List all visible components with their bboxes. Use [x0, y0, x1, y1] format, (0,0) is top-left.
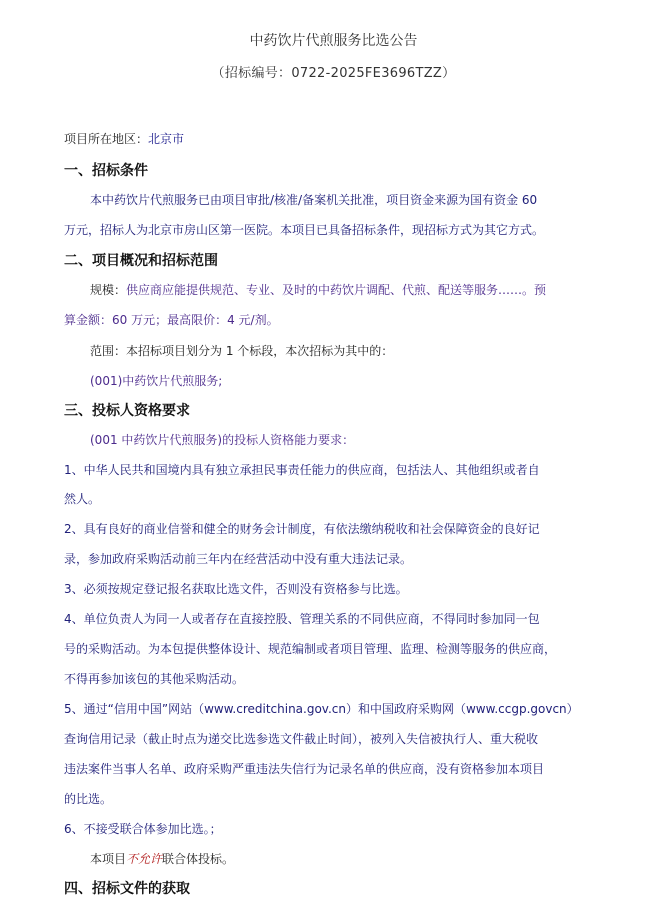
- doc-title: 中药饮片代煎服务比选公告: [249, 33, 418, 49]
- region-label: 项目所在地区：: [64, 132, 149, 146]
- req-5-line-3: 违法案件当事人名单、政府采购严重违法失信行为记录名单的供应商，没有资格参加本项目: [64, 762, 545, 776]
- consortium-emphasis: 不允许: [126, 852, 163, 866]
- region-value: 北京市: [148, 132, 185, 146]
- consortium-pre: 本项目: [90, 852, 127, 866]
- req-2-line-1: 2、具有良好的商业信誉和健全的财务会计制度，有依法缴纳税收和社会保障资金的良好记: [64, 522, 540, 536]
- req-2-line-2: 录，参加政府采购活动前三年内在经营活动中没有重大违法记录。: [64, 552, 413, 566]
- scale-line-2: 算金额：60 万元；最高限价：4 元/剂。: [64, 313, 279, 327]
- req-5-line-2: 查询信用记录（截止时点为递交比选参选文件截止时间），被列入失信被执行人、重大税收: [64, 732, 539, 746]
- req-3: 3、必须按规定登记报名获取比选文件，否则没有资格参与比选。: [64, 582, 408, 596]
- req-6: 6、不接受联合体参加比选。；: [64, 822, 222, 836]
- scale-line-1: [90, 281, 546, 298]
- req-5-line-4: 的比选。: [64, 792, 113, 806]
- s1-paragraph-line-1: 本中药饮片代煎服务已由项目审批/核准/备案机关批准，项目资金来源为国有资金 60: [90, 193, 538, 207]
- scale-label: 规模：: [90, 283, 127, 297]
- req-4-line-2: 号的采购活动。为本包提供整体设计、规范编制或者项目管理、监理、检测等服务的供应商，: [64, 642, 557, 656]
- consortium-post: 联合体投标。: [162, 852, 235, 866]
- req-4-line-3: 不得再参加该包的其他采购活动。: [64, 672, 245, 686]
- section-4-heading: 四、招标文件的获取: [64, 881, 190, 897]
- scale-text: 供应商应能提供规范、专业、及时的中药饮片调配、代煎、配送等服务……。预: [126, 283, 547, 297]
- consortium-line: [90, 850, 234, 867]
- section-2-heading: 二、项目概况和招标范围: [64, 253, 218, 269]
- req-5-line-1: 5、通过“信用中国”网站（www.creditchina.gov.cn）和中国政府采购网（www.ccgp.govcn）: [64, 702, 579, 716]
- region-line: [64, 130, 184, 147]
- req-1-line-1: 1、中华人民共和国境内具有独立承担民事责任能力的供应商，包括法人、其他组织或者自: [64, 463, 540, 477]
- qual-intro: (001 中药饮片代煎服务)的投标人资格能力要求：: [90, 433, 355, 447]
- section-1-heading: 一、招标条件: [64, 163, 148, 179]
- req-4-line-1: 4、单位负责人为同一人或者存在直接控股、管理关系的不同供应商，不得同时参加同一包: [64, 612, 540, 626]
- doc-subtitle: （招标编号：0722-2025FE3696TZZ）: [211, 66, 456, 81]
- req-1-line-2: 然人。: [64, 492, 101, 506]
- range-line: 范围：本招标项目划分为 1 个标段，本次招标为其中的：: [90, 344, 394, 358]
- lot-line: (001)中药饮片代煎服务;: [90, 374, 223, 388]
- s1-paragraph-line-2: 万元，招标人为北京市房山区第一医院。本项目已具备招标条件，现招标方式为其它方式。: [64, 223, 545, 237]
- section-3-heading: 三、投标人资格要求: [64, 403, 190, 419]
